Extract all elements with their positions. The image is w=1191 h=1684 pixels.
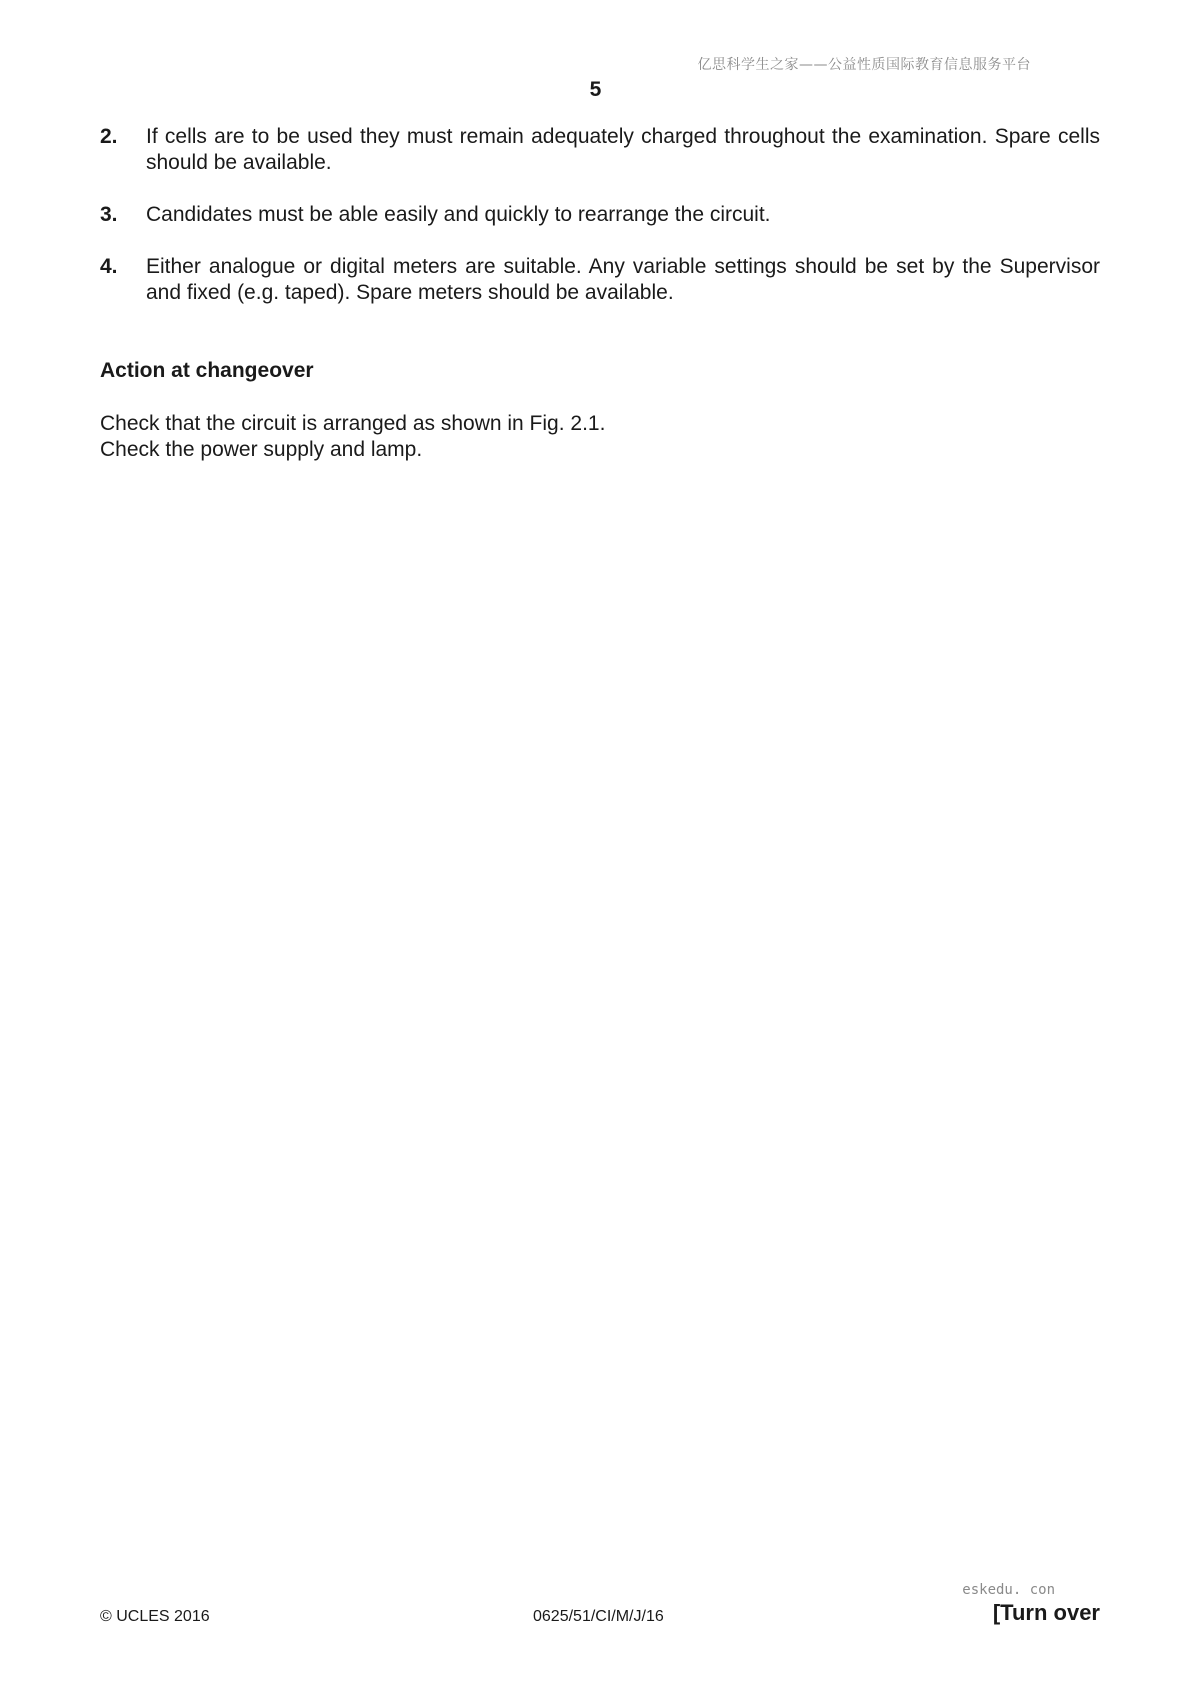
page-number: 5 <box>589 78 602 101</box>
item-number: 3. <box>100 203 118 226</box>
item-text: Either analogue or digital meters are suitable. Any variable settings should be set by the Supervisor and fixed (e.g. taped). Spare meters should be available. <box>146 255 1100 304</box>
item-number: 2. <box>100 125 118 148</box>
changeover-instructions <box>100 411 605 463</box>
list-item <box>100 202 1100 228</box>
footer-watermark: eskedu. con <box>962 1582 1055 1598</box>
turn-over-label: [Turn over <box>992 1600 1100 1625</box>
copyright-notice: © UCLES 2016 <box>100 1608 210 1625</box>
instruction-line: Check the power supply and lamp. <box>100 438 423 461</box>
section-heading: Action at changeover <box>100 359 314 382</box>
item-text: If cells are to be used they must remain adequately charged throughout the examination. Spare cells should be available. <box>146 125 1100 174</box>
item-number: 4. <box>100 255 118 278</box>
paper-code: 0625/51/CI/M/J/16 <box>533 1608 664 1625</box>
instruction-line: Check that the circuit is arranged as shown in Fig. 2.1. <box>100 412 606 435</box>
header-watermark: 亿思科学生之家——公益性质国际教育信息服务平台 <box>697 57 1031 73</box>
item-text: Candidates must be able easily and quickly to rearrange the circuit. <box>146 203 771 226</box>
list-item <box>100 254 1100 306</box>
list-item <box>100 124 1100 176</box>
